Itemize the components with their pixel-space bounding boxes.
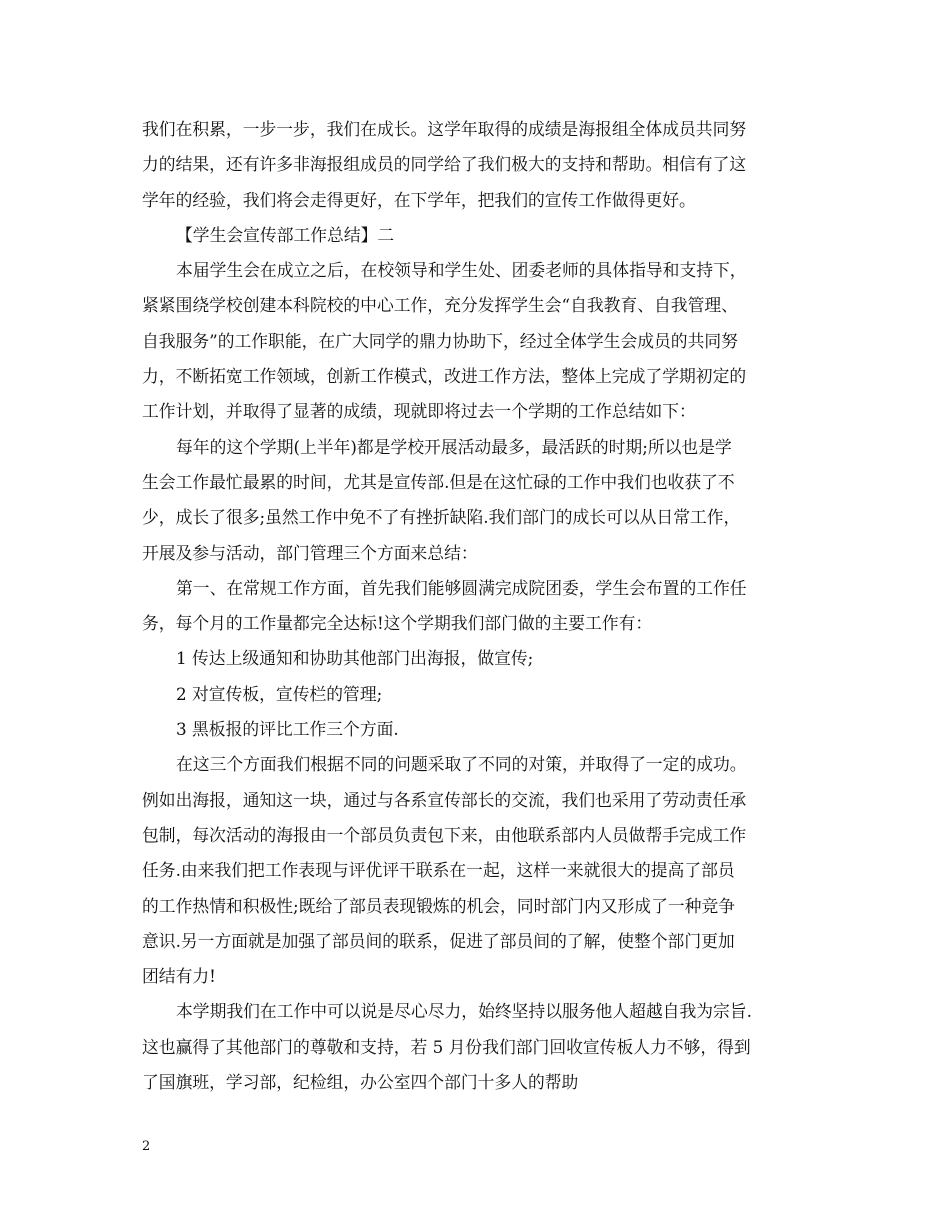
text-line: 紧紧围绕学校创建本科院校的中心工作，充分发挥学生会“自我教育、自我管理、	[142, 295, 738, 316]
text-line: 意识.另一方面就是加强了部员间的联系，促进了部员间的了解，使整个部门更加	[142, 930, 735, 951]
text-line: 包制，每次活动的海报由一个部员负责包下来，由他联系部内人员做帮手完成工作	[142, 824, 747, 845]
text-line: 少，成长了很多;虽然工作中免不了有挫折缺陷.我们部门的成长可以从日常工作，	[142, 507, 741, 528]
text-line: 的工作热情和积极性;既给了部员表现锻炼的机会，同时部门内又形成了一种竞争	[142, 895, 736, 916]
text-line: 团结有力!	[142, 966, 216, 987]
text-line: 工作计划，并取得了显著的成绩，现就即将过去一个学期的工作总结如下：	[142, 401, 696, 422]
text-line: 自我服务”的工作职能，在广大同学的鼎力协助下，经过全体学生会成员的共同努	[142, 330, 738, 351]
text-line: 我们在积累，一步一步，我们在成长。这学年取得的成绩是海报组全体成员共同努	[142, 119, 747, 139]
text-line: 这也赢得了其他部门的尊敬和支持，若 5 月份我们部门回收宣传板人力不够，得到	[142, 1036, 751, 1057]
list-item: 1 传达上级通知和协助其他部门出海报，做宣传;	[176, 648, 534, 669]
list-item: 3 黑板报的评比工作三个方面.	[176, 719, 399, 740]
text-line: 力的结果，还有许多非海报组成员的同学给了我们极大的支持和帮助。相信有了这	[142, 154, 747, 175]
text-line: 任务.由来我们把工作表现与评优评干联系在一起，这样一来就很大的提高了部员	[142, 860, 735, 881]
text-line: 力，不断拓宽工作领域，创新工作模式，改进工作方法，整体上完成了学期初定的	[142, 366, 747, 387]
text-line: 了国旗班，学习部，纪检组，办公室四个部门十多人的帮助	[142, 1072, 579, 1093]
text-line: 务，每个月的工作量都完全达标!这个学期我们部门做的主要工作有：	[142, 613, 653, 634]
text-line: 每年的这个学期(上半年)都是学校开展活动最多，最活跃的时期;所以也是学	[176, 436, 732, 457]
text-line: 开展及参与活动，部门管理三个方面来总结：	[142, 542, 478, 563]
section-heading: 【学生会宣传部工作总结】二	[176, 224, 395, 245]
text-line: 本届学生会在成立之后，在校领导和学生处、团委老师的具体指导和支持下，	[176, 260, 747, 281]
text-line: 学年的经验，我们将会走得更好，在下学年，把我们的宣传工作做得更好。	[142, 189, 696, 210]
text-line: 例如出海报，通知这一块，通过与各系宣传部长的交流，我们也采用了劳动责任承	[142, 789, 747, 810]
list-item: 2 对宣传板，宣传栏的管理;	[176, 683, 383, 704]
text-line: 本学期我们在工作中可以说是尽心尽力，始终坚持以服务他人超越自我为宗旨.	[176, 1001, 752, 1022]
page-number: 2	[142, 1139, 151, 1154]
text-line: 生会工作最忙最累的时间，尤其是宣传部.但是在这忙碌的工作中我们也收获了不	[142, 471, 735, 492]
text-line: 在这三个方面我们根据不同的问题采取了不同的对策，并取得了一定的成功。	[176, 754, 747, 775]
text-line: 第一、在常规工作方面，首先我们能够圆满完成院团委，学生会布置的工作任	[176, 577, 747, 598]
document-body	[142, 112, 814, 1100]
